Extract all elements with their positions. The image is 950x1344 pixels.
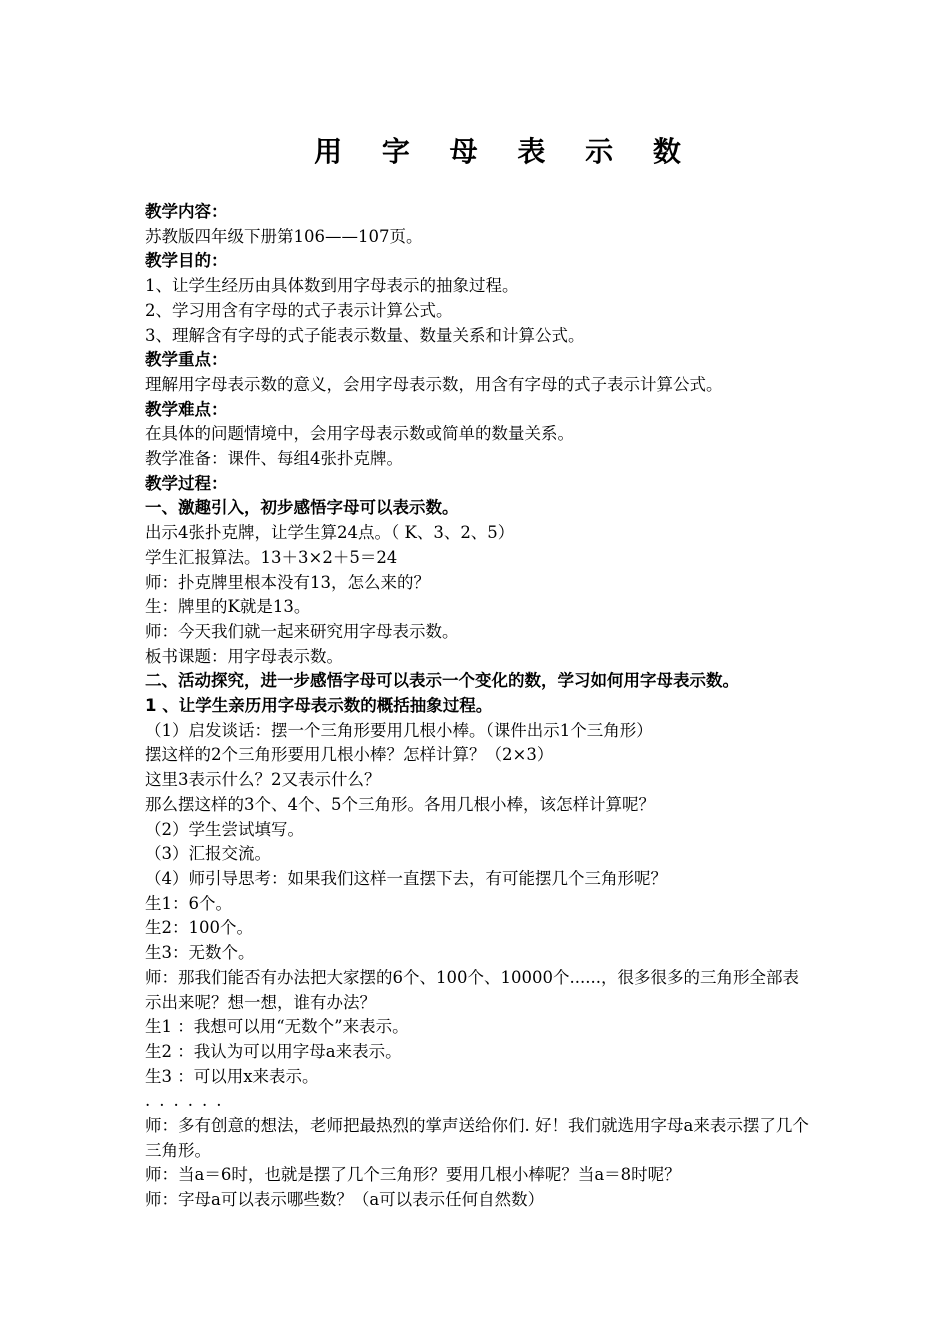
text-line: 3、理解含有字母的式子能表示数量、数量关系和计算公式。	[145, 325, 585, 345]
text-line: 生1 ：我想可以用“无数个”来表示。	[145, 1017, 409, 1037]
text-line: （2）学生尝试填写。	[145, 819, 304, 839]
text-line: 生2 ：我认为可以用字母a来表示。	[145, 1041, 402, 1061]
section-heading: 教学过程：	[145, 473, 228, 493]
section-heading: 一、激趣引入，初步感悟字母可以表示数。	[145, 498, 459, 518]
text-line: 理解用字母表示数的意义，会用字母表示数，用含有字母的式子表示计算公式。	[145, 374, 723, 394]
text-line: （4）师引导思考：如果我们这样一直摆下去，有可能摆几个三角形呢？	[145, 868, 667, 888]
section-heading: 教学目的：	[145, 251, 228, 271]
text-line: 师：那我们能否有办法把大家摆的6个、100个、10000个......，很多很多的三角形全部表示出来呢？想一想，谁有办法？	[145, 967, 799, 1012]
section-heading: 教学内容：	[145, 202, 228, 221]
text-line: 师：当a＝6时，也就是摆了几个三角形？要用几根小棒呢？当a＝8时呢？	[145, 1165, 681, 1185]
text-line: 这里3表示什么？2又表示什么？	[145, 770, 381, 790]
text-line: 生3：无数个。	[145, 943, 255, 963]
text-line: 学生汇报算法。13＋3×2＋5＝24	[145, 547, 398, 567]
text-line: ......	[145, 1091, 231, 1111]
section-heading: 1 、让学生亲历用字母表示数的概括抽象过程。	[145, 696, 493, 716]
text-line: 师：扑克牌里根本没有13，怎么来的？	[145, 572, 430, 592]
text-line: 师：字母a可以表示哪些数？（a可以表示任何自然数）	[145, 1190, 545, 1210]
text-line: 苏教版四年级下册第106——107页。	[145, 226, 423, 246]
text-line: 师：今天我们就一起来研究用字母表示数。	[145, 621, 459, 641]
text-line: 2、学习用含有字母的式子表示计算公式。	[145, 300, 453, 320]
text-line: 那么摆这样的3个、4个、5个三角形。各用几根小棒，该怎样计算呢？	[145, 794, 655, 814]
text-line: 教学准备：课件、每组4张扑克牌。	[145, 449, 403, 469]
text-line: 师：多有创意的想法，老师把最热烈的掌声送给你们. 好！我们就选用字母a来表示摆了几个三角形。	[145, 1116, 809, 1160]
section-heading: 教学难点：	[145, 399, 228, 419]
text-line: 生3 ：可以用x来表示。	[145, 1066, 319, 1086]
text-line: 在具体的问题情境中，会用字母表示数或简单的数量关系。	[145, 424, 574, 444]
text-line: （1）启发谈话：摆一个三角形要用几根小棒。（课件出示1个三角形）	[145, 720, 653, 740]
text-line: 生2：100个。	[145, 918, 253, 938]
text-line: （3）汇报交流。	[145, 844, 271, 864]
text-line: 板书课题：用字母表示数。	[145, 646, 343, 666]
document-body	[145, 200, 815, 1213]
text-line: 出示4张扑克牌，让学生算24点。（ K、3、2、5）	[145, 523, 515, 543]
text-line: 摆这样的2个三角形要用几根小棒？怎样计算？（2×3）	[145, 745, 554, 765]
text-line: 1、让学生经历由具体数到用字母表示的抽象过程。	[145, 276, 519, 296]
document-title: 用 字 母 表 示 数	[314, 135, 696, 168]
text-line: 生1：6个。	[145, 893, 232, 913]
text-line: 生：牌里的K就是13。	[145, 597, 311, 617]
section-heading: 教学重点：	[145, 350, 228, 370]
section-heading: 二、活动探究，进一步感悟字母可以表示一个变化的数，学习如何用字母表示数。	[145, 671, 739, 691]
